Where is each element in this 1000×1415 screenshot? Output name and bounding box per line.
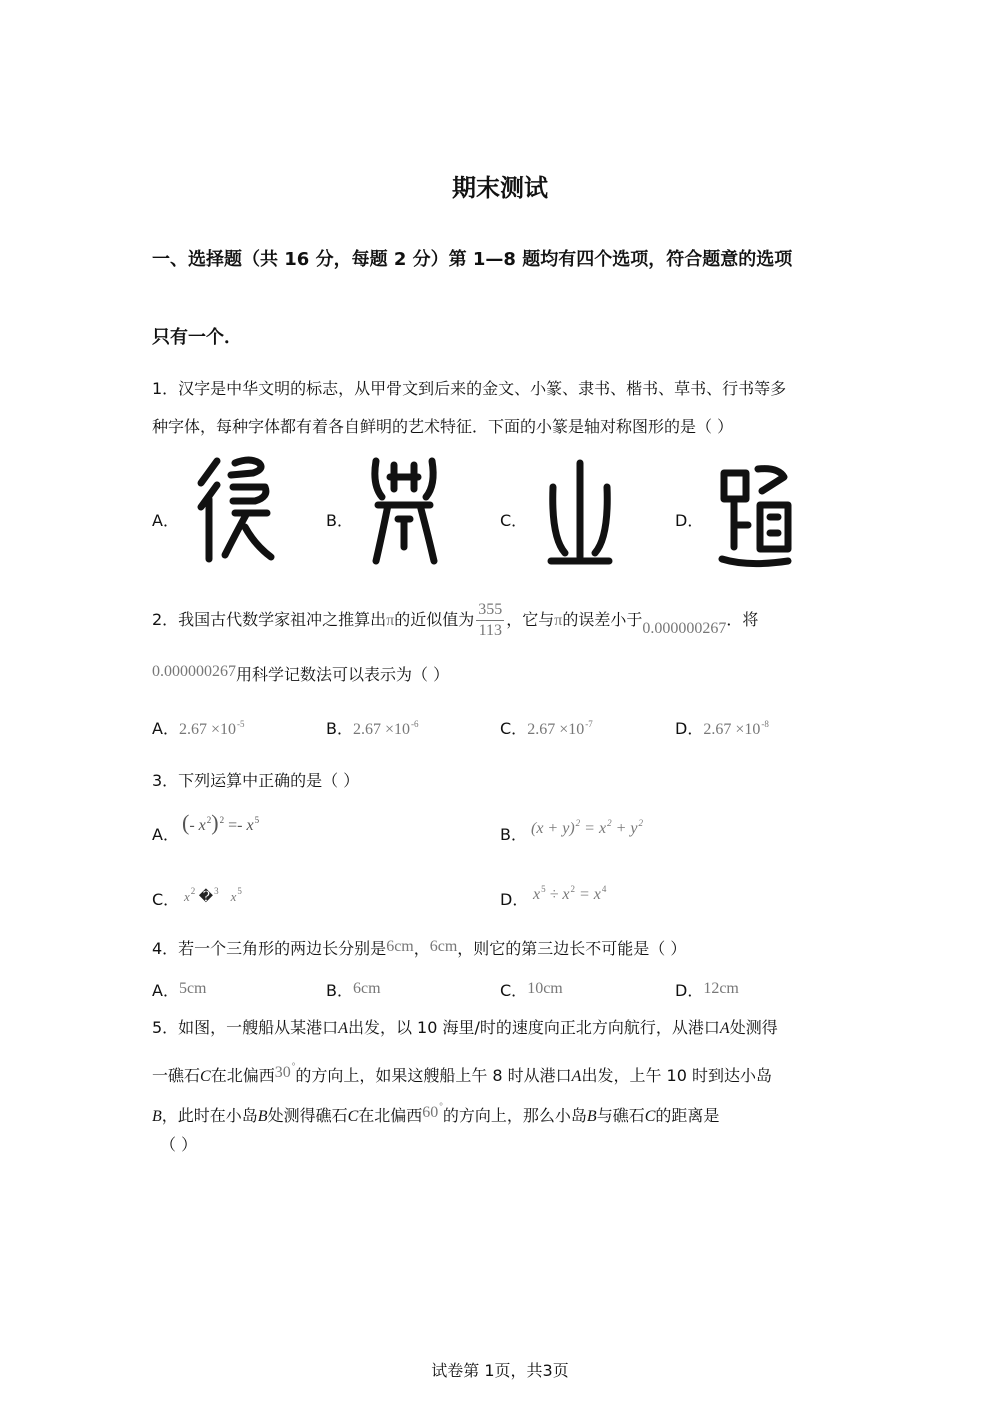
q4-option-d: D．12cm [675,980,739,1000]
q3-option-a-expr: (- $x^2)^2 =- x^5$ [182,810,260,835]
q1-option-c-label: C． [500,511,528,530]
q4-option-c: C．10cm [500,980,563,1000]
q1-stem-line2: 种字体，每种字体都有着各自鲜明的艺术特征．下面的小篆是轴对称图形的是（ ） [152,417,734,436]
q3-option-c-label: C． [152,890,180,909]
seal-glyph-d-icon [718,463,792,571]
q4-option-a: A．5cm [152,980,207,1000]
seal-glyph-c-icon [545,457,615,567]
seal-glyph-a-icon [195,455,275,565]
q3-option-a-label: A． [152,825,179,844]
q2-option-d: D．$2.67 \times 10^{-8}$ [675,719,769,738]
q3-option-d-expr: $x^5 \div x^2 = x^4$ [533,884,607,903]
q2-option-b: B．$2.67 \times 10^{-6}$ [326,719,419,738]
q4-option-b: B．6cm [326,980,381,1000]
q4-stem: 4．若一个三角形的两边长分别是6cm，6cm，则它的第三边长不可能是（ ） [152,938,687,958]
q1-stem-line1: 1．汉字是中华文明的标志，从甲骨文到后来的金文、小篆、隶书、楷书、草书、行书等多 [152,379,787,398]
q1-option-d-label: D． [675,511,704,530]
q2-stem-line1: 2．我国古代数学家祖冲之推算出π的近似值为 $\frac{355}{113}$ ，它与π的误差小于0.000000267．将 [152,601,759,639]
q1-option-b-label: B． [326,511,353,530]
q2-option-a: A．$2.67 \times 10^{-5}$ [152,719,245,738]
q5-stem-line1: 5．如图，一艘船从某港口A出发，以 10 海里/时的速度向正北方向航行，从港口A处测得 [152,1018,778,1037]
q3-stem: 3．下列运算中正确的是（ ） [152,771,360,790]
page-title: 期末测试 [452,174,548,202]
q3-option-b-expr: $(x + y)^2 = x^2 + y^2$ [531,818,643,837]
q5-stem-line3: B，此时在小岛B处测得礁石C在北偏西60°的方向上，那么小岛B与礁石C的距离是 [152,1101,720,1125]
q2-stem-line2: 0.000000267用科学记数法可以表示为（ ） [152,663,450,684]
seal-glyph-b-icon [368,455,440,567]
q5-stem-line2: 一礁石C在北偏西30°的方向上，如果这艘船上午 8 时从港口A出发，上午 10 时到达小岛 [152,1061,772,1085]
q1-option-a-label: A． [152,511,179,530]
section-heading-line1: 一、选择题（共 16 分，每题 2 分）第 1—8 题均有四个选项，符合题意的选项 [152,249,793,270]
q2-fraction: $\frac{355}{113}$ [478,601,503,639]
page-footer: 试卷第 1页，共3页 [431,1361,569,1380]
q3-option-d-label: D． [500,890,529,909]
q3-option-c-expr: $x^2$ �$^3$ $x^5$ [184,886,242,905]
q3-option-b-label: B． [500,825,527,844]
section-heading-line2: 只有一个． [152,327,242,348]
q5-stem-line4: （ ） [160,1135,198,1154]
q2-option-c: C．$2.67 \times 10^{-7}$ [500,719,593,738]
